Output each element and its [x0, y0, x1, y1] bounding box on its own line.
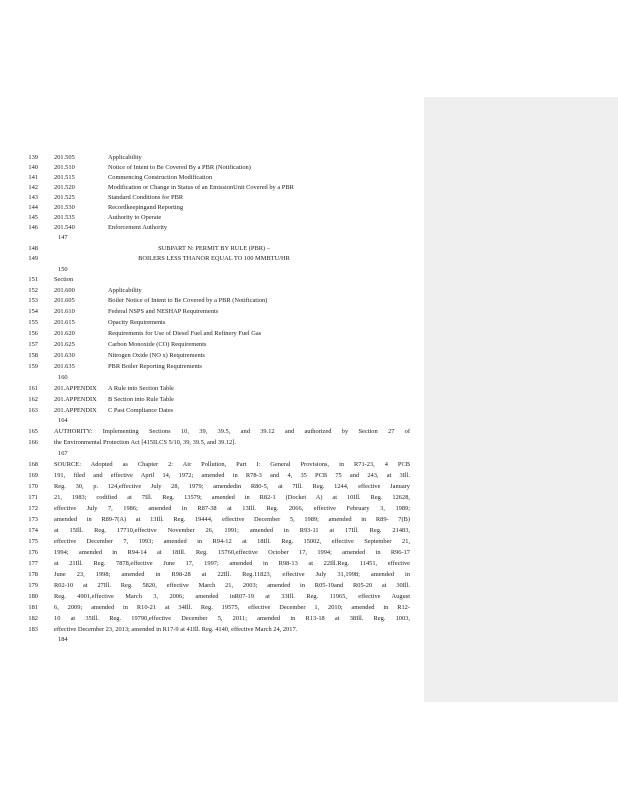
line-number: 161: [28, 385, 38, 392]
line-number: 179: [28, 582, 38, 589]
list-item: [18, 383, 410, 394]
section-title: Modification or Change in Status of an EmissionUnit Covered by a PBR: [108, 184, 294, 191]
section-title: PBR Boiler Reporting Requirements: [108, 363, 202, 370]
line-number: 171: [28, 494, 38, 501]
stray-number: 147: [58, 234, 68, 241]
list-item: [18, 339, 410, 350]
line-number: 141: [28, 174, 38, 181]
section-number: 201.520: [54, 184, 75, 191]
list-item: [18, 328, 410, 339]
section-title: Nitrogen Oxide (NO x) Requirements: [108, 352, 205, 359]
section-title: Commencing Construction Modification: [108, 174, 213, 181]
section-number: 201.535: [54, 214, 75, 221]
source-line: [18, 503, 410, 514]
authority-text: the Environmental Protection Act [415ILCS 5/10, 39, 39.5, and 39.12].: [54, 439, 236, 446]
section-number: 201.605: [54, 297, 75, 304]
line-number: 153: [28, 297, 38, 304]
stray-line-number: [18, 415, 410, 426]
source-line: [18, 602, 410, 613]
list-item: [18, 306, 410, 317]
appendix-title: B Section into Rule Table: [108, 396, 174, 403]
line-number: 162: [28, 396, 38, 403]
line-number: 145: [28, 214, 38, 221]
line-number: 182: [28, 615, 38, 622]
line-number: 166: [28, 439, 38, 446]
source-line: [18, 525, 410, 536]
line-number: 139: [28, 154, 38, 161]
line-number: 178: [28, 571, 38, 578]
source-line: [18, 536, 410, 547]
source-text: effective December 7, 1993; amended in R94-12 at 18Ill. Reg. 15002, effective September 21,: [54, 538, 410, 545]
source-line: [18, 547, 410, 558]
source-line: [18, 470, 410, 481]
section-number: 201.505: [54, 154, 75, 161]
line-number: 163: [28, 407, 38, 414]
section-number: 201.525: [54, 194, 75, 201]
source-line: [18, 580, 410, 591]
appendix-title: A Rule into Section Table: [108, 385, 174, 392]
section-label: Section: [54, 276, 74, 283]
source-text: 10 at 35Ill. Reg. 19790,effective December 5, 2011; amended in R13-18 at 38Ill. Reg. 1003,: [54, 615, 410, 622]
line-number: 158: [28, 352, 38, 359]
list-item: [18, 350, 410, 361]
subpart-heading-continued: BOILERS LESS THANOR EQUAL TO 100 MMBTU/HR: [138, 255, 290, 262]
section-title: Applicability: [108, 154, 142, 161]
line-number: 174: [28, 527, 38, 534]
appendix-label: 201.APPENDIX: [54, 385, 97, 392]
section-number: 201.610: [54, 308, 75, 315]
line-number: 183: [28, 626, 38, 633]
source-line: [18, 492, 410, 503]
source-text: 21, 1983; codified at 7Ill. Reg. 13579; amended in R82-1 (Docket A) at 10Ill. Reg. 12628,: [54, 494, 410, 501]
line-number: 176: [28, 549, 38, 556]
line-number: 165: [28, 428, 38, 435]
section-number: 201.540: [54, 224, 75, 231]
source-text: 1994; amended in R94-14 at 18Ill. Reg. 15760,effective October 17, 1994; amended in R96-17: [54, 549, 410, 556]
source-text: 191, filed and effective April 14, 1972; amended in R78-3 and 4, 35 PCB 75 and 243, at 3Ill.: [54, 472, 410, 479]
line-number: 159: [28, 363, 38, 370]
line-number: 143: [28, 194, 38, 201]
line-number: 173: [28, 516, 38, 523]
section-number: 201.635: [54, 363, 75, 370]
source-text: at 21Ill. Reg. 7878,effective June 17, 1997; amended in R98-13 at 22Ill.Reg. 11451, effective: [54, 560, 410, 567]
line-number: 144: [28, 204, 38, 211]
source-line: [18, 591, 410, 602]
source-text: Reg. 4901,effective March 3, 2006; amended inR07-19 at 33Ill. Reg. 11965, effective August: [54, 593, 410, 600]
subpart-heading: SUBPART N: PERMIT BY RULE (PBR) –: [158, 245, 270, 252]
line-number: 180: [28, 593, 38, 600]
section-number: 201.600: [54, 287, 75, 294]
list-item: [18, 295, 410, 306]
source-text: effective July 7, 1986; amended in R87-38 at 13Ill. Reg. 2066, effective February 3, 1989;: [54, 505, 410, 512]
section-title: Authority to Operate: [108, 214, 162, 221]
stray-line-number: [18, 448, 410, 459]
section-label-line: [18, 274, 410, 285]
appendix-label: 201.APPENDIX: [54, 396, 97, 403]
source-text: June 23, 1998; amended in R98-28 at 22Ill. Reg.11823, effective July 31,1998; amended in: [54, 571, 410, 578]
line-number: 172: [28, 505, 38, 512]
authority-line: [18, 426, 410, 437]
stray-line-number: [18, 232, 410, 243]
line-number: 157: [28, 341, 38, 348]
list-item: [18, 317, 410, 328]
line-number: 156: [28, 330, 38, 337]
source-text: Reg. 30, p. 124,effective July 28, 1979; amendedin R80-5, at 7Ill. Reg. 1244, effective January: [54, 483, 410, 490]
section-title: Applicability: [108, 287, 142, 294]
subpart-heading-line-2: [18, 253, 410, 264]
authority-text: AUTHORITY: Implementing Sections 10, 39, 39.5, and 39.12 and authorized by Section 27 of: [54, 428, 410, 435]
line-number: 177: [28, 560, 38, 567]
section-title: Federal NSPS and NESHAP Requirements: [108, 308, 219, 315]
stray-number: 184: [58, 636, 68, 643]
section-title: Carbon Monoxide (CO) Requirements: [108, 341, 207, 348]
source-line: [18, 459, 410, 470]
section-title: Standard Conditions for PBR: [108, 194, 184, 201]
section-title: Requirements for Use of Diesel Fuel and Refinery Fuel Gas: [108, 330, 262, 337]
line-number: 181: [28, 604, 38, 611]
line-number: 169: [28, 472, 38, 479]
source-line: [18, 569, 410, 580]
section-number: 201.515: [54, 174, 75, 181]
section-number: 201.615: [54, 319, 75, 326]
authority-line: [18, 437, 410, 448]
line-number: 154: [28, 308, 38, 315]
line-number: 142: [28, 184, 38, 191]
source-line: [18, 613, 410, 624]
section-title: Opacity Requirements: [108, 319, 166, 326]
source-text: amended in R89-7(A) at 13Ill. Reg. 19444, effective December 5, 1989; amended in R89- 7(B): [54, 516, 410, 523]
appendix-title: C Past Compliance Dates: [108, 407, 174, 414]
source-text: R02-10 at 27Ill. Reg. 5820, effective March 21, 2003; amended in R05-19and R05-20 at 30Ill.: [54, 582, 410, 589]
line-number: 170: [28, 483, 38, 490]
line-number: 140: [28, 164, 38, 171]
source-text: SOURCE: Adopted as Chapter 2: Air Pollution, Part I: General Provisions, in R71-23, 4 PCB: [54, 461, 410, 468]
line-number: 175: [28, 538, 38, 545]
section-number: 201.530: [54, 204, 75, 211]
section-title: Recordkeepingand Reporting: [108, 204, 184, 211]
stray-line-number: [18, 634, 410, 645]
source-text: 6, 2009; amended in R10-21 at 34Ill. Reg. 19575, effective December 1, 2010; amended in R12-: [54, 604, 410, 611]
line-number: 151: [28, 276, 38, 283]
comment-pane: [424, 97, 618, 702]
stray-number: 167: [58, 450, 68, 457]
source-line: [18, 558, 410, 569]
line-number: 148: [28, 245, 38, 252]
section-number: 201.630: [54, 352, 75, 359]
stray-line-number: [18, 372, 410, 383]
section-number: 201.625: [54, 341, 75, 348]
source-text: effective December 23, 2013; amended in R17-9 at 41Ill. Reg. 4140, effective March 24, 2017.: [54, 626, 298, 633]
section-title: Notice of Intent to Be Covered By a PBR (Notification): [108, 164, 251, 171]
stray-number: 150: [58, 266, 68, 273]
stray-number: 160: [58, 374, 68, 381]
section-number: 201.620: [54, 330, 75, 337]
stray-number: 164: [58, 417, 68, 424]
section-title: Enforcement Authority: [108, 224, 168, 231]
line-number: 146: [28, 224, 38, 231]
list-item: [18, 361, 410, 372]
list-item: [18, 394, 410, 405]
source-text: at 15Ill. Reg. 17710,effective November 26, 1991; amended in R93-11 at 17Ill. Reg. 21483,: [54, 527, 410, 534]
source-line: [18, 481, 410, 492]
section-title: Boiler Notice of Intent to Be Covered by a PBR (Notification): [108, 297, 268, 304]
section-number: 201.510: [54, 164, 75, 171]
appendix-label: 201.APPENDIX: [54, 407, 97, 414]
line-number: 168: [28, 461, 38, 468]
line-number: 155: [28, 319, 38, 326]
line-number: 152: [28, 287, 38, 294]
source-line: [18, 514, 410, 525]
line-number: 149: [28, 255, 38, 262]
